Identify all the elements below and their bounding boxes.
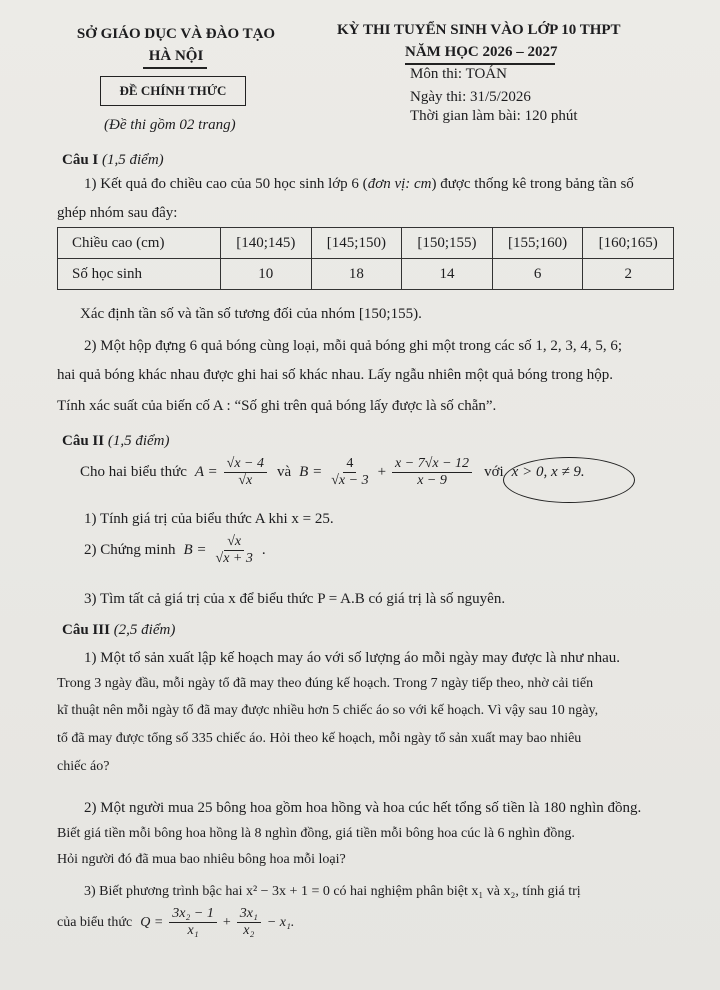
table-group-2: [145;150) <box>311 228 402 259</box>
fraction-proof-den: √x + 3 <box>215 551 253 567</box>
q1-part1-text-b: ) được thống kê trong bảng tần số <box>431 176 634 192</box>
department-city: HÀ NỘI <box>148 48 204 64</box>
q2-part2-lead: 2) Chứng minh <box>84 542 176 559</box>
q1-part2-line2: hai quả bóng khác nhau được ghi hai số khác nhau. Lấy ngẫu nhiên một quả bóng trong hộp. <box>57 367 613 383</box>
q1-part1-unit: đơn vị: cm <box>367 176 432 192</box>
q1-part2-line3: Tính xác suất của biến cố A : “Số ghi trên quả bóng lấy được là số chẵn”. <box>57 398 497 414</box>
fraction-b1 <box>328 456 371 489</box>
exam-subject: Môn thi: TOÁN <box>410 66 507 82</box>
q2-part3: 3) Tìm tất cả giá trị của x để biểu thức P = A.B có giá trị là số nguyên. <box>84 591 506 607</box>
q3-part1-line3: kĩ thuật nên mỗi ngày tổ đã may được nhiều hơn 5 chiếc áo so với kế hoạch. Vì vậy sau 10 ngày, <box>57 703 599 718</box>
question-3-title: Câu III <box>62 622 110 638</box>
table-header-height: Chiều cao (cm) <box>58 228 221 259</box>
table-group-5: [160;165) <box>583 228 674 259</box>
fraction-b2-num: x − 7√x − 12 <box>392 456 472 473</box>
q1-part1-text-line2: ghép nhóm sau đây: <box>57 205 178 221</box>
q3-q-tail: − x₁. <box>266 914 295 930</box>
fraction-b2 <box>392 456 472 489</box>
q3-part1-line1: 1) Một tổ sản xuất lập kế hoạch may áo với số lượng áo mỗi ngày may được là như nhau. <box>84 650 620 666</box>
fraction-q2-num: 3x₁ <box>237 906 261 923</box>
q3-q-plus: + <box>222 914 231 930</box>
table-row-counts <box>58 259 674 290</box>
q1-part1-text <box>84 176 634 193</box>
table-header-count: Số học sinh <box>58 259 221 290</box>
fraction-q2 <box>237 906 261 939</box>
q1-part1-text-a: 1) Kết quả đo chiều cao của 50 học sinh lớp 6 ( <box>84 176 368 192</box>
fraction-q1-den: x₁ <box>187 923 199 939</box>
question-2-points: (1,5 điểm) <box>107 433 170 449</box>
fraction-q1-num: 3x₂ − 1 <box>169 906 217 923</box>
table-group-3: [150;155) <box>402 228 493 259</box>
table-count-3: 14 <box>402 259 493 290</box>
fraction-a-den: √x <box>238 473 253 489</box>
q2-part1: 1) Tính giá trị của biểu thức A khi x = 25. <box>84 511 334 527</box>
fraction-b1-den: √x − 3 <box>331 473 369 489</box>
city-underline <box>143 67 207 69</box>
q2-part2-end: . <box>261 542 266 559</box>
q3-part2-line1: 2) Một người mua 25 bông hoa gồm hoa hồng và hoa cúc hết tổng số tiền là 180 nghìn đồng. <box>84 800 642 816</box>
question-1-points: (1,5 điểm) <box>102 152 164 168</box>
q2-b-eq: B = <box>299 464 323 481</box>
q3-part1-line2: Trong 3 ngày đầu, mỗi ngày tổ đã may theo đúng kế hoạch. Trong 7 ngày tiếp theo, nhờ cải tiến <box>57 676 594 691</box>
exam-duration: Thời gian làm bài: 120 phút <box>410 108 578 124</box>
q3-part1-line5: chiếc áo? <box>57 759 110 774</box>
exam-date: Ngày thi: 31/5/2026 <box>410 89 531 105</box>
fraction-b2-den: x − 9 <box>417 473 447 489</box>
q3-part3-line2 <box>57 906 294 939</box>
q2-a-eq: A = <box>194 464 218 481</box>
table-count-2: 18 <box>311 259 402 290</box>
q2-and: và <box>277 464 292 481</box>
table-group-1: [140;145) <box>221 228 312 259</box>
fraction-q1 <box>169 906 217 939</box>
question-2-heading <box>62 433 170 450</box>
fraction-a-num: √x − 4 <box>224 456 267 473</box>
year-underline <box>405 63 555 65</box>
official-exam-label: ĐỀ CHÍNH THỨC <box>100 76 246 106</box>
q3-part3-lead: của biểu thức <box>57 914 133 930</box>
q2-intro: Cho hai biểu thức <box>80 464 187 481</box>
q3-part2-line2: Biết giá tiền mỗi bông hoa hồng là 8 nghìn đồng, giá tiền mỗi bông hoa cúc là 6 nghìn đồng. <box>57 826 575 841</box>
question-1-heading <box>62 152 164 169</box>
q3-part2-line3: Hỏi người đó đã mua bao nhiêu bông hoa mỗi loại? <box>57 852 346 867</box>
q2-plus: + <box>377 464 387 481</box>
department-name: SỞ GIÁO DỤC VÀ ĐÀO TẠO <box>76 26 276 42</box>
handwritten-circle <box>503 457 635 503</box>
table-count-5: 2 <box>583 259 674 290</box>
q3-part1-line4: tổ đã may được tổng số 335 chiếc áo. Hỏi theo kế hoạch, mỗi ngày tổ sản xuất may bao nhiêu <box>57 731 582 746</box>
fraction-proof <box>213 534 256 567</box>
school-year: NĂM HỌC 2026 – 2027 <box>405 44 558 60</box>
question-3-heading <box>62 622 175 639</box>
q1-part1-ask: Xác định tần số và tần số tương đối của nhóm [150;155). <box>80 306 422 322</box>
table-count-1: 10 <box>221 259 312 290</box>
pages-note: (Đề thi gồm 02 trang) <box>104 117 236 133</box>
q3-part3-line1: 3) Biết phương trình bậc hai x² − 3x + 1 = 0 có hai nghiệm phân biệt x₁ và x₂, tính giá trị <box>84 884 581 899</box>
q1-part2-line1: 2) Một hộp đựng 6 quả bóng cùng loại, mỗi quả bóng ghi một trong các số 1, 2, 3, 4, 5, 6; <box>84 338 623 354</box>
q2-part2-eq: B = <box>183 542 207 559</box>
question-2-title: Câu II <box>62 433 105 449</box>
q3-q-eq: Q = <box>140 914 164 930</box>
table-row-heights <box>58 228 674 259</box>
frequency-table <box>57 227 674 290</box>
question-1-title: Câu I <box>62 152 99 168</box>
q2-part2 <box>84 534 266 567</box>
q2-with: với <box>484 464 504 481</box>
fraction-b1-num: 4 <box>343 456 356 473</box>
fraction-q2-den: x₂ <box>243 923 255 939</box>
q2-condition: x > 0, x ≠ 9. <box>511 464 585 481</box>
question-3-points: (2,5 điểm) <box>113 622 176 638</box>
fraction-proof-num: √x <box>224 534 244 551</box>
table-count-4: 6 <box>492 259 583 290</box>
fraction-a <box>224 456 267 489</box>
exam-title: KỲ THI TUYỂN SINH VÀO LỚP 10 THPT <box>337 22 621 38</box>
table-group-4: [155;160) <box>492 228 583 259</box>
